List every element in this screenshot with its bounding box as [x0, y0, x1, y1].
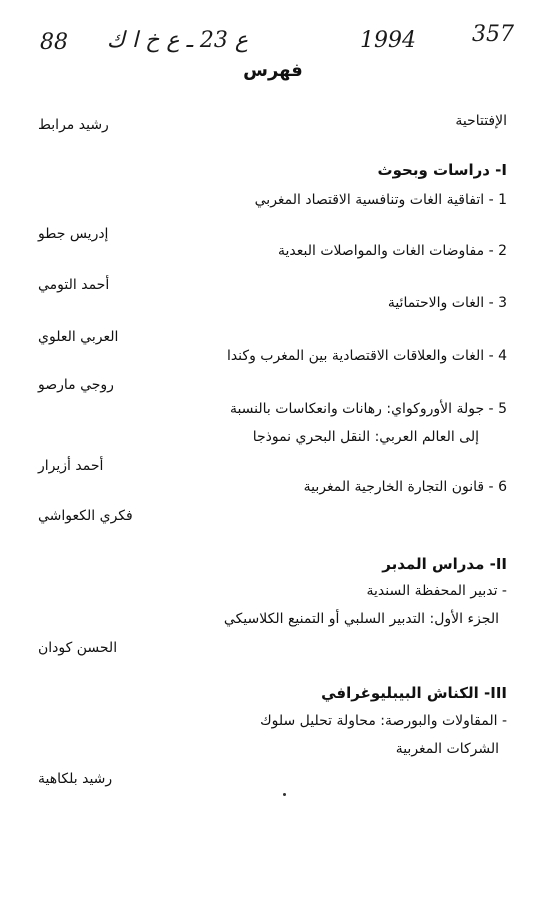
toc-entry-1-author: إدريس جطو — [38, 226, 109, 242]
toc-entry-8-author: رشيد بلكاهية — [38, 771, 113, 787]
toc-entry-1: 1 - اتفاقية الغات وتنافسية الاقتصاد المغربي — [254, 192, 507, 208]
intro-label: الإفتتاحية — [455, 113, 507, 129]
toc-entry-8-line-1: - المقاولات والبورصة: محاولة تحليل سلوك — [260, 713, 507, 729]
handwritten-page-number-right: 357 — [472, 22, 514, 47]
page-title: فهرس — [243, 60, 303, 81]
toc-entry-6-author: فكري الكعواشي — [38, 508, 133, 524]
toc-entry-7-line-2: الجزء الأول: التدبير السلبي أو التمنيع الكلاسيكي — [223, 611, 499, 627]
handwritten-reference-note: ع 23 ـ ع خ ا ك — [106, 28, 248, 53]
toc-entry-7-author: الحسن كودان — [38, 640, 118, 656]
toc-entry-4-author: روجي مارصو — [38, 377, 114, 393]
toc-entry-4: 4 - الغات والعلاقات الاقتصادية بين المغرب وكندا — [226, 348, 507, 364]
toc-entry-6: 6 - قانون التجارة الخارجية المغربية — [303, 479, 507, 495]
toc-entry-5-author: أحمد أزيرار — [38, 458, 104, 474]
intro-author: رشيد مرابط — [38, 117, 109, 133]
handwritten-year: 1994 — [360, 28, 416, 53]
toc-entry-7-line-1: - تدبير المحفظة السندية — [366, 583, 507, 599]
toc-entry-3: 3 - الغات والاحتمائية — [387, 295, 507, 311]
handwritten-page-number-left: 88 — [40, 30, 68, 55]
section-heading-3: III- الكناش البيبليوغرافي — [321, 684, 507, 702]
toc-entry-5-line-1: 5 - جولة الأوروكواي: رهانات وانعكاسات بالنسبة — [229, 401, 507, 417]
toc-entry-2: 2 - مفاوضات الغات والمواصلات البعدية — [278, 243, 507, 259]
section-heading-2: II- مدراس المدبر — [382, 555, 507, 573]
toc-entry-2-author: أحمد التومي — [38, 277, 110, 293]
section-heading-1: I- دراسات وبحوث — [377, 161, 507, 179]
scan-speck — [283, 793, 286, 796]
toc-entry-8-line-2: الشركات المغربية — [395, 741, 499, 757]
toc-entry-3-author: العربي العلوي — [38, 329, 119, 345]
toc-entry-5-line-2: إلى العالم العربي: النقل البحري نموذجا — [252, 429, 479, 445]
